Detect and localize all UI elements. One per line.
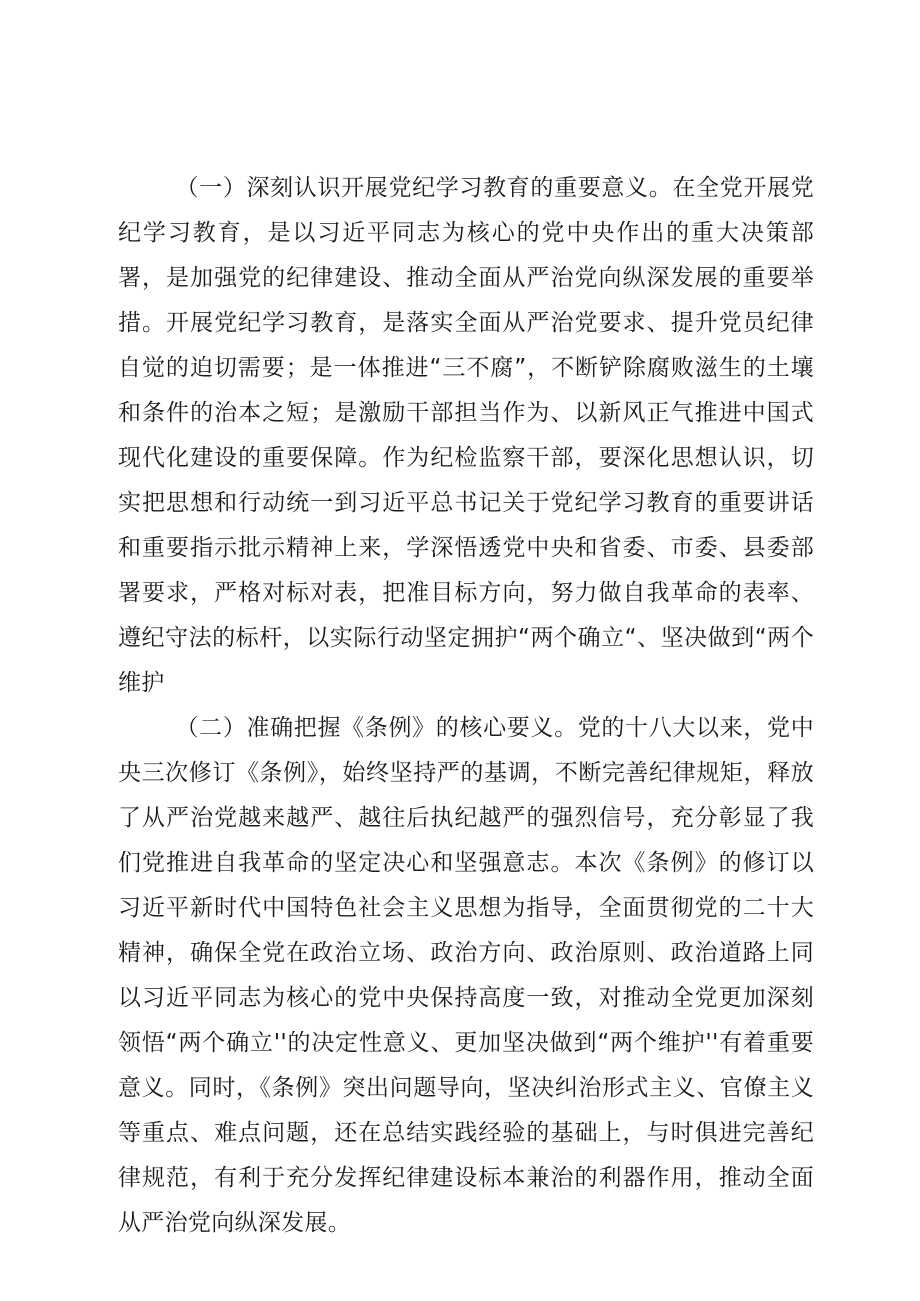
paragraph-significance: （一）深刻认识开展党纪学习教育的重要意义。在全党开展党纪学习教育，是以习近平同志为核心的党中央作出的重大决策部署，是加强党的纪律建设、推动全面从严治党向纵深发展的重要举措。开展党纪学习教育，是落实全面从严治党要求、提升党员纪律自觉的迫切需要；是一体推进“三不腐”，不断铲除腐败滋生的土壤和条件的治本之短；是激励干部担当作为、以新风正气推进中国式现代化建设的重要保障。作为纪检监察干部，要深化思想认识，切实把思想和行动统一到习近平总书记关于党纪学习教育的重要讲话和重要指示批示精神上来，学深悟透党中央和省委、市委、县委部署要求，严格对标对表，把准目标方向，努力做自我革命的表率、遵纪守法的标杆，以实际行动坚定拥护“两个确立“、坚决做到“两个维护 (118, 175, 814, 696)
paragraph-core-essentials: （二）准确把握《条例》的核心要义。党的十八大以来，党中央三次修订《条例》，始终坚持严的基调，不断完善纪律规矩，释放了从严治党越来越严、越往后执纪越严的强烈信号，充分彰显了我们党推进自我革命的坚定决心和坚强意志。本次《条例》的修订以习近平新时代中国特色社会主义思想为指导，全面贯彻党的二十大精神，确保全党在政治立场、政治方向、政治原则、政治道路上同以习近平同志为核心的党中央保持高度一致，对推动全党更加深刻领悟“两个确立''的决定性意义、更加坚决做到“两个维护''有着重要意义。同时，《条例》突出问题导向，坚决纠治形式主义、官僚主义等重点、难点问题，还在总结实践经验的基础上，与时俱进完善纪律规范，有利于充分发挥纪律建设标本兼治的利器作用，推动全面从严治党向纵深发展。 (118, 715, 814, 1236)
document-body (118, 166, 814, 1246)
